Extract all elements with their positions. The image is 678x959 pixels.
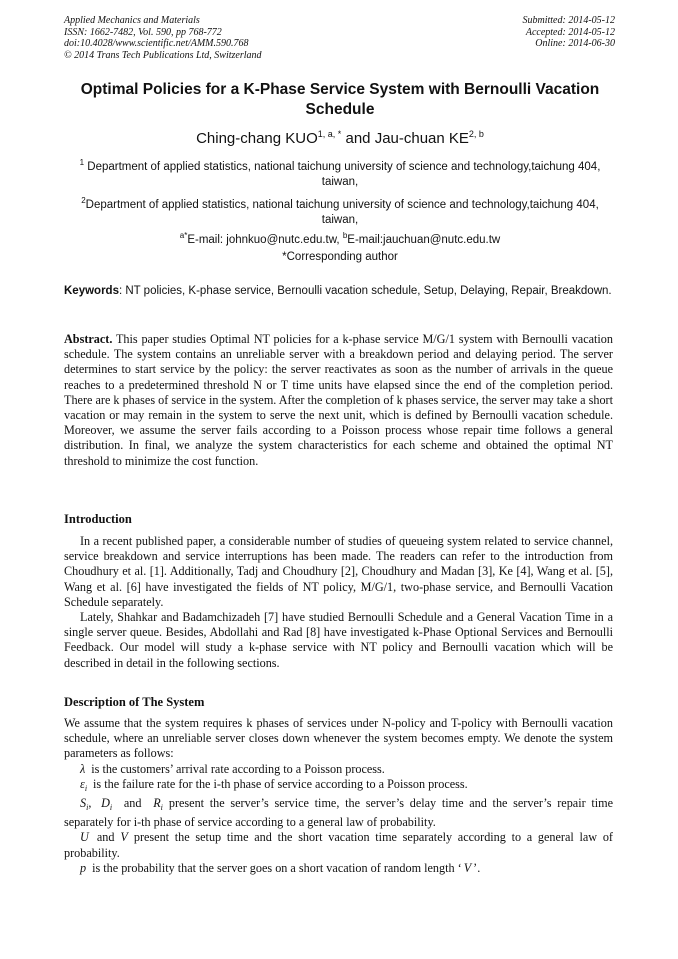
journal-doi: doi:10.4028/www.scientific.net/AMM.590.768 <box>64 38 249 50</box>
dates-header <box>523 15 616 50</box>
journal-header <box>64 15 262 61</box>
abstract-text: This paper studies Optimal NT policies for a k-phase service M/G/1 system with Bernoulli vacation schedule. The system contains an unreliable server with a breakdown period and delaying period. The server determines to start service by the policy: the server reactivates as soon as the number of arrivals in the queue reaches to a predetermined threshold N or T time units have elapsed since the end of the completion period. There are k phases of service in the system. After the completion of k phases service, the server may take a short vacation or may remain in the system to serve the next unit, which is defined by Bernoulli vacation schedule. Moreover, we assume the server fails according to a Poisson process whose repair time follows a general distribution. In final, we analyze the system characteristics for each scheme and obtained the optimal NT threshold to minimize the cost function. <box>64 332 613 468</box>
epsilon-symbol: ε <box>80 776 85 791</box>
abstract-label: Abstract. <box>64 332 113 346</box>
sdr-text: present the server’s service time, the server’s delay time and the server’s repair time separately for i-th phase of service according to a general law of probability. <box>64 796 614 830</box>
param-uv <box>64 830 613 860</box>
email-b-sup: b <box>342 231 348 240</box>
introduction-heading: Introduction <box>64 512 132 526</box>
s-symbol: S <box>80 796 87 811</box>
sdr-and: and <box>123 796 142 811</box>
affiliation-1 <box>64 155 616 190</box>
lambda-symbol: λ <box>80 761 86 776</box>
description-intro: We assume that the system requires k phases of services under N-policy and T-policy with Bernoulli vacation schedule, where an unreliable server closes down whenever the system becomes empty. We denote the system parameters as follows: <box>64 716 613 761</box>
accepted-date: Accepted: 2014-05-12 <box>525 26 615 38</box>
r-symbol: R <box>153 796 161 811</box>
description-body <box>64 716 613 876</box>
param-lambda <box>64 762 613 777</box>
affiliation-1-sup: 1 <box>79 158 85 167</box>
corresponding-author: *Corresponding author <box>282 251 398 263</box>
author-2: Jau-chuan KE <box>374 130 469 147</box>
epsilon-text: is the failure rate for the i-th phase of service according to a Poisson process. <box>93 776 468 791</box>
introduction-body <box>64 534 613 671</box>
keywords <box>64 284 613 299</box>
param-p <box>64 861 613 876</box>
r-sub: i <box>160 803 163 813</box>
email-a: E-mail: johnkuo@nutc.edu.tw, <box>187 233 343 246</box>
epsilon-sub: i <box>84 783 88 793</box>
abstract <box>64 332 613 469</box>
paper-title: Optimal Policies for a K-Phase Service System with Bernoulli Vacation Schedule <box>80 81 600 118</box>
affiliation-2-text: Department of applied statistics, national taichung university of science and technology,taichung 404, taiwan, <box>85 198 599 226</box>
p-v-symbol: V <box>463 860 472 875</box>
sdr-comma-1: , <box>88 796 92 811</box>
description-heading: Description of The System <box>64 695 205 709</box>
author-1: Ching-chang KUO <box>196 130 318 147</box>
param-sdr <box>64 796 613 830</box>
journal-copyright: © 2014 Trans Tech Publications Ltd, Switzerland <box>64 49 262 61</box>
p-text: is the probability that the server goes on a short vacation of random length ‘ <box>92 860 462 875</box>
journal-issn: ISSN: 1662-7482, Vol. 590, pp 768-772 <box>64 26 222 38</box>
u-symbol: U <box>80 830 89 845</box>
introduction-paragraph-1: In a recent published paper, a considerable number of studies of queueing system related to service channel, service breakdown and service interruptions has been made. The readers can refer to the introduction from Choudhury et al. [1]. Additionally, Tadj and Choudhury [2], Choudhury and Madan [3], Ke [4], Wang et al. [5], Wang et al. [6] have investigated the fields of NT policy, M/G/1, two-phase service, and Bernoulli Vacation Schedule separately. <box>64 534 613 609</box>
online-date: Online: 2014-06-30 <box>535 38 615 50</box>
author-1-sup: 1, a, * <box>317 129 342 139</box>
email-a-sup: a* <box>179 231 188 240</box>
affiliation-1-text: Department of applied statistics, national taichung university of science and technology,taichung 404, taiwan, <box>84 160 601 188</box>
s-sub: i <box>86 803 89 813</box>
keywords-text: : NT policies, K-phase service, Bernoulli vacation schedule, Setup, Delaying, Repair, Breakdown. <box>118 285 612 297</box>
p-end: ’. <box>473 860 481 875</box>
uv-text: present the setup time and the short vacation time separately according to a general law of probability. <box>64 830 613 860</box>
p-symbol: p <box>80 860 87 875</box>
d-sub: i <box>109 803 113 813</box>
journal-name: Applied Mechanics and Materials <box>64 15 200 26</box>
author-line <box>40 129 640 147</box>
author-2-sup: 2, b <box>468 129 484 139</box>
d-symbol: D <box>101 796 110 811</box>
lambda-text: is the customers’ arrival rate according to a Poisson process. <box>91 761 385 776</box>
affiliation-2-sup: 2 <box>81 196 86 205</box>
uv-and: and <box>96 830 115 845</box>
param-epsilon <box>64 777 613 796</box>
email-line <box>64 228 616 248</box>
introduction-paragraph-2: Lately, Shahkar and Badamchizadeh [7] have studied Bernoulli Schedule and a General Vacation Time in a single server queue. Besides, Abdollahi and Rad [8] have investigated k-Phase Optional Services and Bernoulli Feedback. Our model will study a k-phase service with NT policy and Bernoulli vacation which will be described in detail in the following sections. <box>64 610 613 670</box>
submitted-date: Submitted: 2014-05-12 <box>522 15 615 26</box>
keywords-label: Keywords <box>64 285 119 297</box>
email-b: E-mail:jauchuan@nutc.edu.tw <box>347 233 501 246</box>
affiliation-2 <box>64 193 616 228</box>
v-symbol: V <box>120 830 128 845</box>
author-and: and <box>341 130 375 147</box>
